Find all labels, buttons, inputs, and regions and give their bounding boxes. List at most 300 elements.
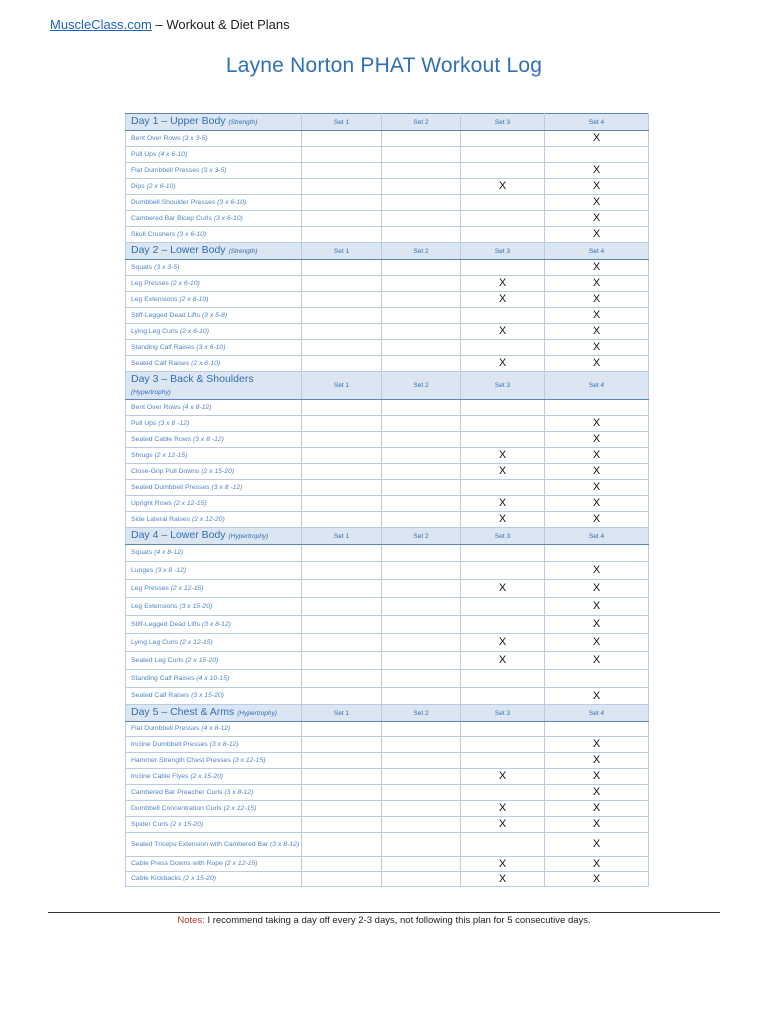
set-2-cell[interactable]	[382, 496, 461, 512]
set-2-cell[interactable]	[382, 147, 461, 163]
set-1-cell[interactable]	[302, 227, 382, 243]
set-1-cell[interactable]	[302, 634, 382, 652]
set-3-cell[interactable]	[461, 737, 545, 753]
day-header-row	[126, 528, 649, 545]
set-2-cell[interactable]	[382, 324, 461, 340]
exercise-row	[126, 432, 649, 448]
set-2-cell[interactable]	[382, 817, 461, 833]
set-3-cell[interactable]	[461, 753, 545, 769]
footer-divider	[48, 912, 720, 913]
set-2-cell[interactable]	[382, 211, 461, 227]
set-4-cell[interactable]: X	[545, 785, 649, 801]
exercise-row	[126, 227, 649, 243]
set-4-cell[interactable]	[545, 147, 649, 163]
exercise-name	[126, 785, 302, 801]
set-1-cell[interactable]	[302, 324, 382, 340]
set-4-cell[interactable]: X	[545, 195, 649, 211]
set-3-cell[interactable]: X	[461, 464, 545, 480]
set-2-header: Set 2	[382, 114, 461, 131]
set-4-cell[interactable]: X	[545, 276, 649, 292]
set-2-cell[interactable]	[382, 785, 461, 801]
exercise-name	[126, 688, 302, 705]
set-4-cell[interactable]: X	[545, 340, 649, 356]
exercise-row	[126, 356, 649, 372]
exercise-title: Squats	[131, 549, 153, 556]
set-2-cell[interactable]	[382, 670, 461, 688]
set-2-cell[interactable]	[382, 448, 461, 464]
exercise-title: Cambered Bar Bicep Curls	[131, 214, 212, 222]
set-1-cell[interactable]	[302, 131, 382, 147]
exercise-name	[126, 833, 302, 857]
exercise-row	[126, 688, 649, 705]
exercise-name	[126, 801, 302, 817]
set-4-cell[interactable]: X	[545, 833, 649, 857]
set-1-cell[interactable]	[302, 512, 382, 528]
set-2-cell[interactable]	[382, 512, 461, 528]
set-3-cell[interactable]	[461, 670, 545, 688]
set-4-cell[interactable]: X	[545, 211, 649, 227]
day-title	[126, 114, 302, 131]
exercise-row	[126, 722, 649, 737]
exercise-title: Standing Calf Raises	[131, 674, 195, 682]
set-1-cell[interactable]	[302, 356, 382, 372]
day-title	[126, 705, 302, 722]
set-2-cell[interactable]	[382, 340, 461, 356]
set-4-cell[interactable]: X	[545, 432, 649, 448]
set-1-cell[interactable]	[302, 785, 382, 801]
exercise-row	[126, 737, 649, 753]
set-4-cell[interactable]	[545, 670, 649, 688]
set-3-cell[interactable]	[461, 340, 545, 356]
exercise-name	[126, 769, 302, 785]
exercise-row	[126, 833, 649, 857]
exercise-row	[126, 276, 649, 292]
exercise-name	[126, 634, 302, 652]
exercise-sets-reps: (4 x 8-12)	[182, 403, 212, 411]
set-1-cell[interactable]	[302, 480, 382, 496]
exercise-title: Leg Presses	[131, 584, 169, 592]
exercise-name	[126, 562, 302, 580]
set-3-cell[interactable]	[461, 416, 545, 432]
set-4-cell[interactable]: X	[545, 324, 649, 340]
set-1-cell[interactable]	[302, 872, 382, 887]
workout-log-table	[125, 113, 649, 887]
exercise-title: Leg Presses	[131, 279, 169, 287]
set-3-cell[interactable]: X	[461, 276, 545, 292]
set-4-cell[interactable]: X	[545, 227, 649, 243]
set-1-cell[interactable]	[302, 769, 382, 785]
set-1-cell[interactable]	[302, 737, 382, 753]
set-1-cell[interactable]	[302, 857, 382, 872]
exercise-title: Standing Calf Raises	[131, 343, 195, 351]
exercise-row	[126, 179, 649, 195]
set-1-cell[interactable]	[302, 562, 382, 580]
set-1-cell[interactable]	[302, 292, 382, 308]
set-4-cell[interactable]: X	[545, 857, 649, 872]
set-1-cell[interactable]	[302, 496, 382, 512]
exercise-sets-reps: (3 x 6-10)	[177, 230, 207, 238]
exercise-name	[126, 195, 302, 211]
set-2-cell[interactable]	[382, 308, 461, 324]
exercise-row	[126, 652, 649, 670]
exercise-sets-reps: (2 x 6-10)	[179, 327, 209, 335]
day-header-row	[126, 243, 649, 260]
exercise-sets-reps: (2 x 12-15)	[170, 584, 204, 592]
exercise-row	[126, 562, 649, 580]
set-4-cell[interactable]: X	[545, 448, 649, 464]
set-3-cell[interactable]: X	[461, 179, 545, 195]
set-4-cell[interactable]: X	[545, 308, 649, 324]
exercise-name	[126, 147, 302, 163]
set-3-header: Set 3	[461, 114, 545, 131]
set-2-cell[interactable]	[382, 857, 461, 872]
exercise-name	[126, 131, 302, 147]
exercise-row	[126, 545, 649, 562]
set-4-cell[interactable]: X	[545, 801, 649, 817]
set-3-header: Set 3	[461, 528, 545, 545]
set-1-header: Set 1	[302, 243, 382, 260]
set-1-cell[interactable]	[302, 211, 382, 227]
set-3-cell[interactable]	[461, 131, 545, 147]
set-4-cell[interactable]: X	[545, 598, 649, 616]
exercise-title: Flat Dumbbell Presses	[131, 166, 200, 174]
exercise-title: Hammer Strength Chest Presses	[131, 756, 231, 764]
set-3-cell[interactable]: X	[461, 580, 545, 598]
set-2-cell[interactable]	[382, 464, 461, 480]
set-2-cell[interactable]	[382, 227, 461, 243]
exercise-title: Seated Leg Curls	[131, 656, 184, 664]
exercise-sets-reps: (3 x 8-12)	[209, 740, 239, 748]
set-4-cell[interactable]: X	[545, 163, 649, 179]
exercise-sets-reps: (3 x 3-5)	[182, 134, 208, 142]
exercise-row	[126, 785, 649, 801]
notes-text: I recommend taking a day off every 2-3 days, not following this plan for 5 consecutive days.	[204, 915, 591, 926]
set-4-cell[interactable]: X	[545, 512, 649, 528]
set-3-cell[interactable]	[461, 147, 545, 163]
set-3-cell[interactable]: X	[461, 634, 545, 652]
day-header-row	[126, 372, 649, 400]
exercise-sets-reps: (3 x 15-20)	[179, 602, 213, 610]
set-1-cell[interactable]	[302, 670, 382, 688]
set-1-cell[interactable]	[302, 448, 382, 464]
set-1-header: Set 1	[302, 372, 382, 400]
set-4-cell[interactable]: X	[545, 753, 649, 769]
exercise-name	[126, 308, 302, 324]
set-1-cell[interactable]	[302, 464, 382, 480]
exercise-row	[126, 416, 649, 432]
exercise-sets-reps: (2 x 12-15)	[179, 638, 213, 646]
exercise-name	[126, 737, 302, 753]
exercise-title: Seated Cable Rows	[131, 435, 192, 443]
set-4-cell[interactable]: X	[545, 464, 649, 480]
set-4-header: Set 4	[545, 372, 649, 400]
set-1-cell[interactable]	[302, 545, 382, 562]
exercise-row	[126, 292, 649, 308]
set-2-cell[interactable]	[382, 163, 461, 179]
exercise-sets-reps: (4 x 8-12)	[154, 549, 184, 556]
set-2-cell[interactable]	[382, 833, 461, 857]
set-2-cell[interactable]	[382, 292, 461, 308]
set-3-cell[interactable]: X	[461, 817, 545, 833]
set-1-cell[interactable]	[302, 432, 382, 448]
set-2-cell[interactable]	[382, 652, 461, 670]
exercise-row	[126, 634, 649, 652]
set-2-cell[interactable]	[382, 801, 461, 817]
exercise-name	[126, 400, 302, 416]
set-3-cell[interactable]	[461, 195, 545, 211]
set-4-header: Set 4	[545, 243, 649, 260]
exercise-title: Cable Press Downs with Rope	[131, 860, 223, 867]
exercise-row	[126, 512, 649, 528]
exercise-sets-reps: (3 x 8-12)	[270, 840, 300, 848]
exercise-name	[126, 356, 302, 372]
exercise-title: Pull Ups	[131, 419, 157, 427]
exercise-sets-reps: (2 x 15-20)	[201, 467, 235, 475]
set-4-cell[interactable]: X	[545, 634, 649, 652]
set-3-cell[interactable]: X	[461, 801, 545, 817]
set-3-cell[interactable]	[461, 400, 545, 416]
set-1-cell[interactable]	[302, 163, 382, 179]
set-2-cell[interactable]	[382, 179, 461, 195]
day-training-type: (Hypertrophy)	[237, 710, 277, 717]
exercise-sets-reps: (2 x 12-15)	[223, 804, 257, 812]
set-4-cell[interactable]: X	[545, 652, 649, 670]
exercise-title: Lying Leg Curls	[131, 327, 178, 335]
set-1-cell[interactable]	[302, 817, 382, 833]
set-4-cell[interactable]: X	[545, 769, 649, 785]
set-2-cell[interactable]	[382, 753, 461, 769]
set-4-cell[interactable]: X	[545, 688, 649, 705]
set-2-cell[interactable]	[382, 356, 461, 372]
exercise-name	[126, 616, 302, 634]
set-4-cell[interactable]: X	[545, 416, 649, 432]
set-4-cell[interactable]: X	[545, 131, 649, 147]
set-1-cell[interactable]	[302, 580, 382, 598]
set-2-cell[interactable]	[382, 769, 461, 785]
exercise-name	[126, 179, 302, 195]
set-1-cell[interactable]	[302, 801, 382, 817]
set-4-cell[interactable]: X	[545, 817, 649, 833]
set-3-cell[interactable]	[461, 308, 545, 324]
set-4-cell[interactable]: X	[545, 737, 649, 753]
exercise-row	[126, 598, 649, 616]
set-4-cell[interactable]: X	[545, 616, 649, 634]
set-4-cell[interactable]: X	[545, 580, 649, 598]
set-2-cell[interactable]	[382, 276, 461, 292]
exercise-title: Seated Calf Raises	[131, 359, 190, 367]
exercise-title: Cable Kickbacks	[131, 875, 182, 882]
set-3-cell[interactable]	[461, 598, 545, 616]
set-2-cell[interactable]	[382, 688, 461, 705]
set-3-cell[interactable]: X	[461, 496, 545, 512]
set-3-cell[interactable]	[461, 688, 545, 705]
set-2-cell[interactable]	[382, 722, 461, 737]
exercise-sets-reps: (2 x 6-10)	[170, 279, 200, 287]
exercise-title: Lunges	[131, 566, 154, 574]
exercise-sets-reps: (2 x 12-15)	[173, 499, 207, 507]
set-2-cell[interactable]	[382, 872, 461, 887]
set-2-cell[interactable]	[382, 260, 461, 276]
set-1-cell[interactable]	[302, 688, 382, 705]
set-4-cell[interactable]	[545, 722, 649, 737]
set-4-cell[interactable]: X	[545, 179, 649, 195]
exercise-row	[126, 464, 649, 480]
set-3-cell[interactable]	[461, 163, 545, 179]
exercise-row	[126, 260, 649, 276]
set-4-cell[interactable]: X	[545, 480, 649, 496]
exercise-row	[126, 324, 649, 340]
set-1-cell[interactable]	[302, 652, 382, 670]
set-2-header: Set 2	[382, 372, 461, 400]
set-3-cell[interactable]: X	[461, 448, 545, 464]
set-1-cell[interactable]	[302, 147, 382, 163]
set-1-header: Set 1	[302, 705, 382, 722]
set-3-cell[interactable]	[461, 227, 545, 243]
set-3-cell[interactable]	[461, 545, 545, 562]
set-2-cell[interactable]	[382, 400, 461, 416]
set-2-cell[interactable]	[382, 131, 461, 147]
set-4-cell[interactable]: X	[545, 496, 649, 512]
notes	[0, 915, 768, 926]
set-2-cell[interactable]	[382, 562, 461, 580]
set-3-cell[interactable]	[461, 722, 545, 737]
exercise-title: Seated Triceps Extension with Cambered Bar	[131, 840, 269, 848]
exercise-title: Seated Dumbbell Presses	[131, 483, 210, 491]
set-4-cell[interactable]: X	[545, 872, 649, 887]
day-training-type: (Strength)	[228, 119, 258, 126]
set-2-header: Set 2	[382, 528, 461, 545]
exercise-title: Lying Leg Curls	[131, 638, 178, 646]
set-3-header: Set 3	[461, 705, 545, 722]
set-1-cell[interactable]	[302, 179, 382, 195]
set-3-cell[interactable]	[461, 833, 545, 857]
exercise-title: Stiff-Legged Dead Lifts	[131, 311, 201, 319]
set-2-cell[interactable]	[382, 598, 461, 616]
set-4-cell[interactable]	[545, 545, 649, 562]
set-3-cell[interactable]	[461, 616, 545, 634]
set-4-header: Set 4	[545, 528, 649, 545]
set-2-cell[interactable]	[382, 195, 461, 211]
exercise-name	[126, 872, 302, 887]
exercise-name	[126, 753, 302, 769]
set-3-cell[interactable]: X	[461, 324, 545, 340]
set-4-cell[interactable]: X	[545, 292, 649, 308]
day-name: Day 1 – Upper Body	[131, 115, 226, 127]
page-title: Layne Norton PHAT Workout Log	[225, 54, 543, 77]
set-2-cell[interactable]	[382, 545, 461, 562]
exercise-sets-reps: (3 x 12-15)	[232, 756, 266, 764]
exercise-sets-reps: (3 x 5-8)	[201, 311, 228, 319]
set-3-cell[interactable]: X	[461, 769, 545, 785]
exercise-name	[126, 464, 302, 480]
set-3-cell[interactable]	[461, 480, 545, 496]
set-3-cell[interactable]: X	[461, 857, 545, 872]
set-4-cell[interactable]: X	[545, 562, 649, 580]
exercise-title: Close-Grip Pull Downs	[131, 467, 200, 475]
exercise-row	[126, 340, 649, 356]
site-tagline: – Workout & Diet Plans	[151, 17, 290, 32]
set-1-cell[interactable]	[302, 833, 382, 857]
exercise-name	[126, 340, 302, 356]
set-3-cell[interactable]	[461, 562, 545, 580]
set-2-cell[interactable]	[382, 634, 461, 652]
notes-label: Notes:	[177, 915, 205, 926]
exercise-title: Spider Curls	[131, 820, 169, 828]
set-2-cell[interactable]	[382, 616, 461, 634]
set-3-cell[interactable]	[461, 785, 545, 801]
set-1-cell[interactable]	[302, 598, 382, 616]
set-1-cell[interactable]	[302, 616, 382, 634]
set-1-cell[interactable]	[302, 308, 382, 324]
day-training-type: (Strength)	[228, 248, 258, 255]
set-2-cell[interactable]	[382, 737, 461, 753]
exercise-sets-reps: (2 x 6-10)	[191, 359, 221, 367]
exercise-sets-reps: (3 x 8 -12)	[192, 435, 224, 443]
day-name: Day 2 – Lower Body	[131, 244, 226, 256]
set-4-cell[interactable]: X	[545, 260, 649, 276]
set-1-cell[interactable]	[302, 276, 382, 292]
set-2-cell[interactable]	[382, 480, 461, 496]
exercise-title: Side Lateral Raises	[131, 515, 190, 523]
exercise-sets-reps: (3 x 3-5)	[201, 166, 227, 174]
set-1-cell[interactable]	[302, 722, 382, 737]
set-1-cell[interactable]	[302, 340, 382, 356]
set-4-header: Set 4	[545, 114, 649, 131]
day-name: Day 3 – Back & Shoulders	[131, 372, 254, 385]
set-3-cell[interactable]: X	[461, 512, 545, 528]
exercise-name	[126, 512, 302, 528]
exercise-title: Leg Extensions	[131, 295, 178, 303]
exercise-title: Flat Dumbbell Presses	[131, 725, 200, 732]
site-link[interactable]: MuscleClass.com	[50, 17, 152, 32]
set-1-cell[interactable]	[302, 260, 382, 276]
exercise-row	[126, 753, 649, 769]
set-3-cell[interactable]: X	[461, 872, 545, 887]
set-3-header: Set 3	[461, 372, 545, 400]
exercise-name	[126, 857, 302, 872]
exercise-sets-reps: (3 x 8 -12)	[211, 483, 243, 491]
set-4-cell[interactable]	[545, 400, 649, 416]
set-2-cell[interactable]	[382, 416, 461, 432]
exercise-row	[126, 480, 649, 496]
set-3-cell[interactable]: X	[461, 292, 545, 308]
exercise-sets-reps: (2 x 15-20)	[190, 772, 224, 780]
set-1-cell[interactable]	[302, 416, 382, 432]
set-2-header: Set 2	[382, 705, 461, 722]
set-1-cell[interactable]	[302, 753, 382, 769]
exercise-sets-reps: (4 x 10-15)	[196, 674, 230, 682]
set-3-cell[interactable]: X	[461, 652, 545, 670]
set-4-cell[interactable]: X	[545, 356, 649, 372]
set-2-cell[interactable]	[382, 580, 461, 598]
set-3-cell[interactable]: X	[461, 356, 545, 372]
exercise-sets-reps: (2 x 12-15)	[154, 451, 188, 459]
set-3-cell[interactable]	[461, 432, 545, 448]
exercise-sets-reps: (3 x 8-12)	[224, 788, 254, 796]
set-2-cell[interactable]	[382, 432, 461, 448]
exercise-sets-reps: (2 x 15-20)	[170, 820, 204, 828]
set-3-cell[interactable]	[461, 260, 545, 276]
exercise-name	[126, 292, 302, 308]
exercise-name	[126, 416, 302, 432]
day-name: Day 5 – Chest & Arms	[131, 706, 235, 718]
exercise-row	[126, 163, 649, 179]
exercise-title: Upright Rows	[131, 499, 172, 507]
set-1-cell[interactable]	[302, 195, 382, 211]
set-3-cell[interactable]	[461, 211, 545, 227]
exercise-title: Incline Dumbbell Presses	[131, 740, 208, 748]
set-1-cell[interactable]	[302, 400, 382, 416]
